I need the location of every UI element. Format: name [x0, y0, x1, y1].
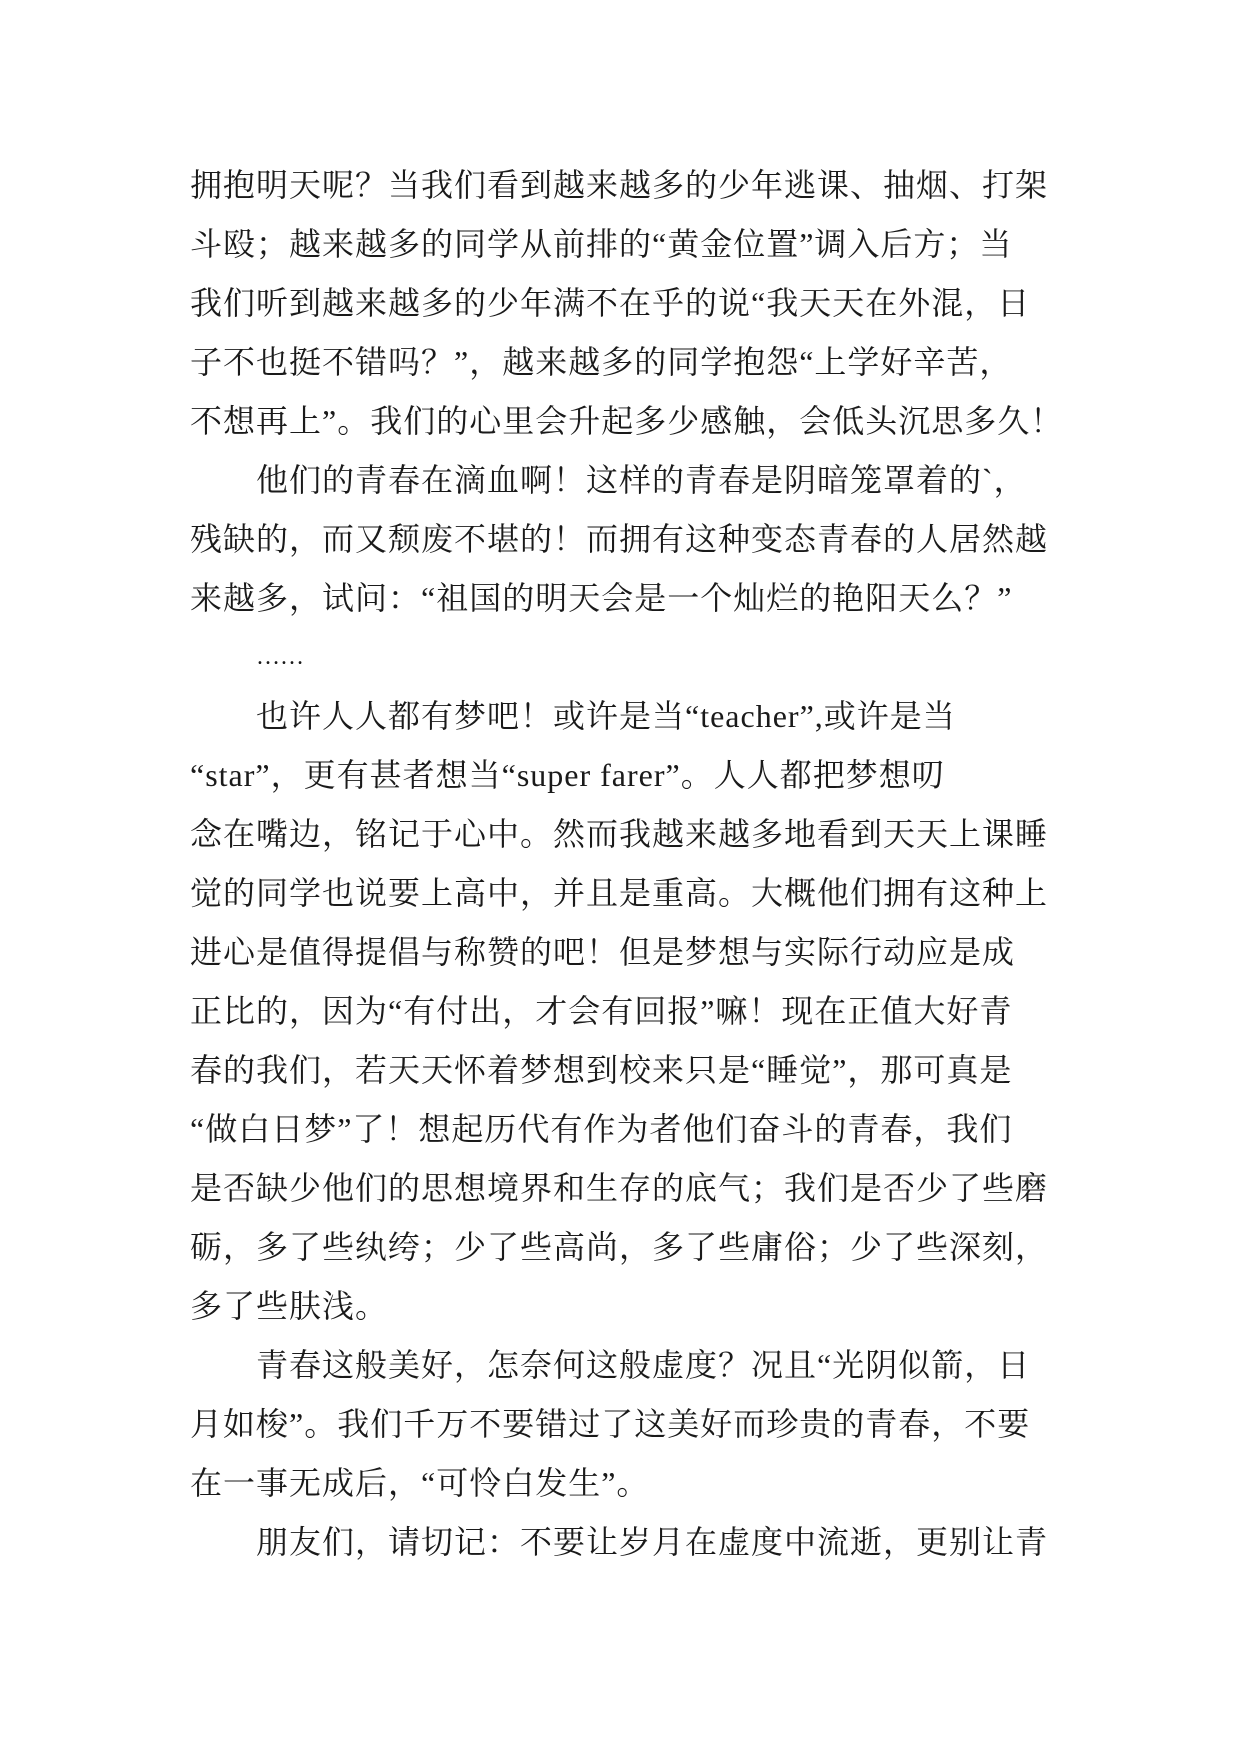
- text-line: 我们听到越来越多的少年满不在乎的说“我天天在外混，日: [190, 285, 1031, 321]
- text-line: 砺，多了些纨绔；少了些高尚，多了些庸俗；少了些深刻，: [190, 1229, 1049, 1265]
- text-line: 进心是值得提倡与称赞的吧！但是梦想与实际行动应是成: [190, 934, 1016, 970]
- text-line: 念在嘴边，铭记于心中。然而我越来越多地看到天天上课睡: [190, 816, 1049, 852]
- text-line: 残缺的，而又颓废不堪的！而拥有这种变态青春的人居然越: [190, 521, 1049, 557]
- paragraph-start-line: 朋友们，请切记：不要让岁月在虚度中流逝，更别让青: [256, 1524, 1049, 1560]
- text-line: 来越多，试问：“祖国的明天会是一个灿烂的艳阳天么？”: [190, 580, 1013, 616]
- text-line: “做白日梦”了！想起历代有作为者他们奋斗的青春，我们: [190, 1111, 1013, 1147]
- paragraph-start-line: 他们的青春在滴血啊！这样的青春是阴暗笼罩着的`，: [256, 462, 1027, 498]
- text-line: 是否缺少他们的思想境界和生存的底气；我们是否少了些磨: [190, 1170, 1049, 1206]
- text-line: 多了些肤浅。: [190, 1288, 389, 1324]
- text-line: 月如梭”。我们千万不要错过了这美好而珍贵的青春，不要: [190, 1406, 1031, 1442]
- text-line: “star”，更有甚者想当“super farer”。人人都把梦想叨: [190, 757, 945, 793]
- paragraph-start-line: 青春这般美好，怎奈何这般虚度？况且“光阴似箭，日: [256, 1347, 1031, 1383]
- text-line: 正比的，因为“有付出，才会有回报”嘛！现在正值大好青: [190, 993, 1013, 1029]
- text-line: 春的我们，若天天怀着梦想到校来只是“睡觉”，那可真是: [190, 1052, 1013, 1088]
- text-line: 拥抱明天呢？当我们看到越来越多的少年逃课、抽烟、打架: [190, 167, 1049, 203]
- paragraph-start-line: 也许人人都有梦吧！或许是当“teacher”,或许是当: [256, 698, 956, 734]
- ellipsis-line: ……: [256, 644, 304, 670]
- text-line: 在一事无成后，“可怜白发生”。: [190, 1465, 650, 1501]
- text-line: 斗殴；越来越多的同学从前排的“黄金位置”调入后方；当: [190, 226, 1013, 262]
- text-line: 不想再上”。我们的心里会升起多少感触，会低头沉思多久！: [190, 403, 1064, 439]
- text-line: 子不也挺不错吗？”，越来越多的同学抱怨“上学好辛苦，: [190, 344, 1013, 380]
- document-body: [190, 156, 1090, 1572]
- text-line: 觉的同学也说要上高中，并且是重高。大概他们拥有这种上: [190, 875, 1049, 911]
